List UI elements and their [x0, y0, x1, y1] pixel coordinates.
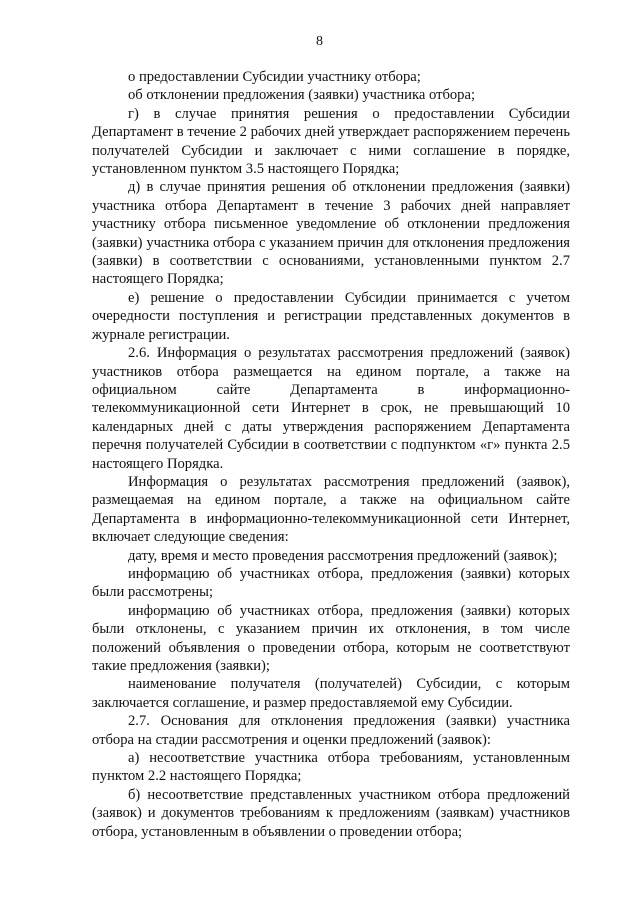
paragraph: 2.7. Основания для отклонения предложения (заявки) участника отбора на стадии рассмотрения и оценки предложений (заявок):: [92, 713, 570, 748]
paragraph: е) решение о предоставлении Субсидии принимается с учетом очередности поступления и регистрации представленных документов в журнале регистрации.: [92, 289, 570, 343]
document-body: [92, 68, 570, 841]
paragraph: д) в случае принятия решения об отклонении предложения (заявки) участника отбора Департамент в течение 3 рабочих дней направляет участнику отбора письменное уведомление об отклонении предложения (заявки) участника отбора с указанием причин для отклонения предложения (заявки) в соответствии с основаниями, установленными пунктом 2.7 настоящего Порядка;: [92, 179, 570, 288]
paragraph: дату, время и место проведения рассмотрения предложений (заявок);: [128, 547, 558, 564]
paragraph: информацию об участниках отбора, предложения (заявки) которых были рассмотрены;: [92, 565, 570, 601]
paragraph: б) несоответствие представленных участником отбора предложений (заявок) и документов требованиям к предложениям (заявкам) участников отбора, установленным в объявлении о проведении отбора;: [92, 786, 570, 840]
paragraph: а) несоответствие участника отбора требованиям, установленным пунктом 2.2 настоящего Порядка;: [92, 750, 570, 785]
paragraph: Информация о результатах рассмотрения предложений (заявок), размещаемая на едином портале, а также на официальном сайте Департамента в информационно-телекоммуникационной сети Интернет, включает следующие сведения:: [92, 473, 570, 546]
paragraph: 2.6. Информация о результатах рассмотрения предложений (заявок) участников отбора размещается на едином портале, а также на официальном сайте Департамента в информационно-телекоммуникационной сети Интернет в срок, не превышающий 10 календарных дней с даты утверждения распоряжением Департамента перечня получателей Субсидии в соответствии с подпунктом «г» пункта 2.5 настоящего Порядка.: [92, 345, 570, 472]
paragraph: о предоставлении Субсидии участнику отбора;: [128, 69, 421, 85]
paragraph: информацию об участниках отбора, предложения (заявки) которых были отклонены, с указанием причин их отклонения, в том числе положений объявления о проведении отбора, которым не соответствуют такие предложения (заявки);: [92, 602, 570, 674]
paragraph: об отклонении предложения (заявки) участника отбора;: [128, 87, 476, 104]
paragraph: наименование получателя (получателей) Субсидии, с которым заключается соглашение, и размер предоставляемой ему Субсидии.: [92, 676, 570, 711]
page-number: 8: [316, 34, 323, 49]
paragraph: г) в случае принятия решения о предоставлении Субсидии Департамент в течение 2 рабочих дней утверждает распоряжением перечень получателей Субсидии и заключает с ними соглашение в порядке, установленном пунктом 3.5 настоящего Порядка;: [92, 105, 570, 178]
